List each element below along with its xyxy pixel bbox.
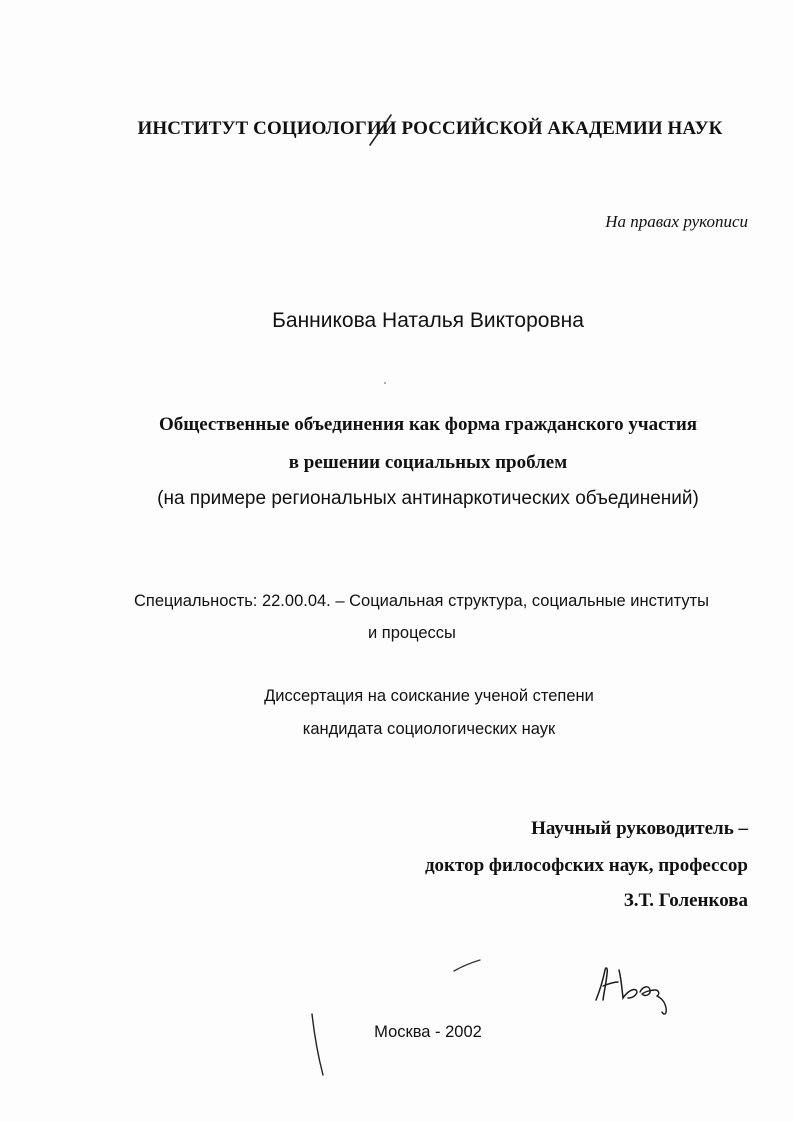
specialty-line-1: Специальность: 22.00.04. – Социальная структура, социальные институты: [134, 592, 710, 610]
specialty-line-2: и процессы: [368, 624, 456, 642]
supervisor-degree: доктор философских наук, профессор: [424, 855, 748, 876]
pen-dash-mark: [452, 958, 482, 974]
author-name: Банникова Наталья Викторовна: [272, 309, 584, 332]
title-line-2: в решении социальных проблем: [288, 452, 568, 473]
pen-vertical-mark: [308, 1012, 328, 1078]
pen-stroke-mark: [366, 112, 396, 148]
rights-note: На правах рукописи: [605, 212, 748, 231]
institute-heading: ИНСТИТУТ СОЦИОЛОГИИ РОССИЙСКОЙ АКАДЕМИИ НАУК: [137, 118, 723, 139]
signature-mark: [588, 960, 680, 1020]
dissertation-line-2: кандидата социологических наук: [302, 720, 556, 738]
city-year: Москва - 2002: [374, 1023, 482, 1041]
subtitle: (на примере региональных антинаркотических объединений): [157, 488, 699, 509]
supervisor-name: З.Т. Голенкова: [623, 890, 748, 911]
title-line-1: Общественные объединения как форма гражданского участия: [158, 414, 698, 435]
dissertation-line-1: Диссертация на соискание ученой степени: [264, 687, 594, 705]
stray-dot-mark: [382, 380, 388, 386]
supervisor-title: Научный руководитель –: [531, 818, 748, 839]
